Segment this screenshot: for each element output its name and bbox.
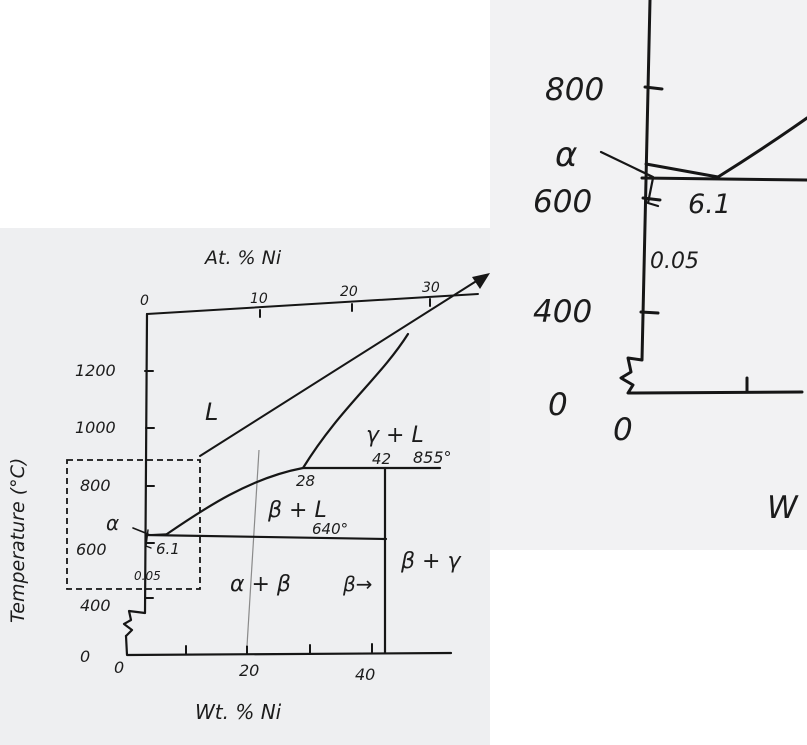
label-alpha: α <box>106 511 120 535</box>
label-beta-liquid: β + L <box>268 498 327 523</box>
inset-alpha-label: α <box>555 135 578 175</box>
inset-y-tick-0: 0 <box>548 387 568 423</box>
y-tick-1200: 1200 <box>75 361 116 380</box>
y-axis-title: Temperature (°C) <box>7 457 29 623</box>
inset-y-tick-600: 600 <box>533 184 593 220</box>
inset-zoom-panel <box>490 0 807 550</box>
label-gamma-liquid: γ + L <box>366 423 424 448</box>
alpha-solvus-detail <box>133 528 167 535</box>
annotation-640: 640° <box>312 520 349 538</box>
bottom-tick-20: 20 <box>239 661 260 680</box>
label-beta-arrow: β→ <box>343 572 373 596</box>
pencil-guide-line <box>247 450 259 646</box>
top-tick-30: 30 <box>422 280 440 296</box>
bottom-tick-0: 0 <box>114 658 125 677</box>
y-tick-600: 600 <box>76 540 107 559</box>
top-tick-20: 20 <box>340 284 358 300</box>
y-tick-800: 800 <box>80 476 111 495</box>
zoom-arrow-head <box>472 273 490 289</box>
y-tick-400: 400 <box>80 596 111 615</box>
bottom-axis-title: Wt. % Ni <box>195 700 282 724</box>
annotation-0-05: 0.05 <box>134 569 161 583</box>
phase-diagram-svg <box>0 228 490 745</box>
inset-eutectic-line <box>642 178 807 180</box>
y-tick-0: 0 <box>80 647 91 666</box>
main-diagram-panel <box>0 228 490 745</box>
annotation-855: 855° <box>413 448 452 467</box>
label-alpha-beta: α + β <box>230 572 291 597</box>
inset-svg <box>490 0 807 550</box>
y-tick-1000: 1000 <box>75 418 116 437</box>
y-axis-line <box>124 314 147 636</box>
annotation-28: 28 <box>296 472 316 490</box>
bottom-tick-40: 40 <box>355 665 376 684</box>
annotation-42: 42 <box>372 450 392 468</box>
inset-axis-title-partial: W <box>767 490 798 526</box>
inset-liquidus-line <box>646 118 807 177</box>
top-tick-10: 10 <box>250 291 268 307</box>
annotation-6-1: 6.1 <box>156 540 180 558</box>
eutectic-line <box>146 535 386 539</box>
inset-y-tick-400: 400 <box>533 294 593 330</box>
top-tick-0: 0 <box>140 293 149 309</box>
inset-y-tick-800: 800 <box>545 72 605 108</box>
label-beta-gamma: β + γ <box>401 549 461 574</box>
x-axis-ticks <box>186 644 372 654</box>
inset-annotation-0-05: 0.05 <box>650 249 699 274</box>
x-axis-line <box>126 636 451 655</box>
top-axis-title: At. % Ni <box>205 247 282 269</box>
label-liquid: L <box>205 398 219 426</box>
zoom-arrow-line <box>200 280 478 456</box>
inset-x-tick-0: 0 <box>613 412 633 448</box>
inset-annotation-6-1: 6.1 <box>688 189 731 220</box>
inset-axis-ticks <box>641 87 747 392</box>
